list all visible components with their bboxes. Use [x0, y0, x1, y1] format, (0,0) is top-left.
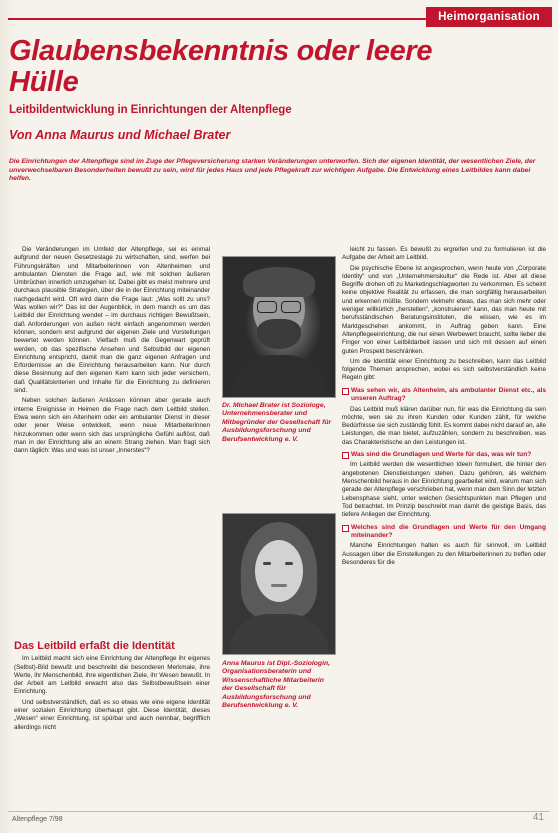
article-authors: Von Anna Maurus und Michael Brater: [9, 128, 231, 142]
question-heading: Was sind die Grundlagen und Werte für das, was wir tun?: [342, 451, 546, 459]
portrait-photo-michael-brater: [222, 256, 336, 398]
paragraph: leicht zu fassen. Es bewußt zu ergreifen und zu formulieren ist die Aufgabe der Arbeit am Leitbild.: [342, 246, 546, 262]
footer-issue: Altenpflege 7/98: [12, 816, 63, 823]
paragraph: Um die Identität einer Einrichtung zu beschreiben, kann das Leitbild folgende Themen ansprechen, wobei es sich selbstverständlich keine Regeln gibt:: [342, 357, 546, 382]
article-subtitle: Leitbildentwicklung in Einrichtungen der Altenpflege: [9, 104, 292, 116]
column-1-lower: [14, 634, 210, 734]
caption-michael-brater: Dr. Michael Brater ist Soziologe, Unternehmensberater und Mitbegründer der Gesellschaft für Ausbildungsforschung und Berufsentwicklung e. V.: [222, 402, 332, 443]
checkbox-bullet-icon: [342, 452, 349, 459]
paragraph: Und selbstverständlich, daß es so etwas wie eine eigene Identität einer sozialen Einrichtung überhaupt gibt. Diese Identität, dieses „Wesen“ einer Einrichtung, ist spürbar und auch nennbar, begrifflich allerdings nicht: [14, 698, 210, 731]
paragraph: Das Leitbild muß klären darüber nun, für was die Einrichtung da sein möchte, wen sie zu ihren Kunden oder Kunden zählt, für welche Bedürfnisse sie sich zuständig fühlt. Es kommt dabei nicht darauf an, alle Leistungen, die man bietet, aufzuzählen, sondern zu beschreiben, was das Charakteristische an den Leistungen ist.: [342, 405, 546, 446]
question-heading: Welches sind die Grundlagen und Werte für den Umgang miteinander?: [342, 524, 546, 541]
caption-anna-maurus: Anna Maurus ist Dipl.-Soziologin, Organisationsberaterin und Wissenschaftliche Mitarbeiterin der Gesellschaft für Ausbildungsforschung und Berufsentwicklung e. V.: [222, 660, 330, 710]
question-heading: Was sehen wir, als Altenheim, als ambulanter Dienst etc., als unseren Auftrag?: [342, 387, 546, 404]
paragraph: Im Leitbild macht sich eine Einrichtung der Altenpflege ihr eigenes (Selbst)-Bild bewußt und beschreibt die besonderen Merkmale, ihre Werte, ihr Menschenbild, ihre eigentlichen Ziele, ihr Wesen bewußt. In der Arbeit am Leitbild erwacht also das Selbstbewußtsein einer Einrichtung.: [14, 655, 210, 696]
paragraph: Neben solchen äußeren Anlässen können aber gerade auch interne Ereignisse in Heimen die Frage nach dem Leitbild stellen. Etwa wenn sich ein Altenheim oder ein ambulanter Dienst in dieser oder jener Weise entwickelt, wenn neue Mitarbeiterinnen hinzukommen oder wenn sich das ursprüngliche Gefühl auflöst, daß man in der Einrichtung alle an einem Strang ziehen. Man fragt sich dann täglich: Was und was ist unser „Innerstes“?: [14, 397, 210, 455]
checkbox-bullet-icon: [342, 388, 349, 395]
article-lead: Die Einrichtungen der Altenpflege sind im Zuge der Pflegeversicherung starken Veränderungen unterworfen. Sich der eigenen Identität, der wesentlichen Ziele, der unverwechselbaren Besonderheiten bewußt zu sein, wird für jedes Haus und jede Pflegekraft zur wichtigen Aufgabe. Die Entwicklung eines Leitbildes kann dabei helfen.: [9, 158, 536, 183]
column-1: [14, 246, 210, 457]
article-title: Glaubensbekenntnis oder leere Hülle: [9, 35, 433, 98]
section-heading: Das Leitbild erfaßt die Identität: [14, 640, 175, 652]
column-3: [342, 246, 546, 569]
paragraph: Die psychische Ebene ist angesprochen, wenn heute von „Corporate Identity“ und von „Unternehmenskultur“ die Rede ist. Aber all diese Begriffe drohen oft zu Marketingschlagworten zu verkommen. Es scheint keine objektive Realität zu erfassen, die man sorgfältig herausarbeiten und erkennen müßte. Sondern vielmehr etwas, das man sich mehr oder weniger willkürlich „herstellen“, „konstruieren“ kann, das man heute mit berufsständischen Beratungsinstituten, die wissen, wie es im Marktgeschehen ankommt, in Auftrag geben kann. Eine Altenpflegeeinrichtung, die nur einen Werbewert braucht, sollte lieber die Finger von einer Leitbildarbeit lassen und sich mit dessen auf einen guten Prospekt beschränken.: [342, 264, 546, 355]
paragraph: Manche Einrichtungen halten es auch für sinnvoll, im Leitbild Aussagen über die Einstellungen zu den Mitarbeiterinnen zu treffen oder Besonderes für die: [342, 542, 546, 566]
portrait-photo-anna-maurus: [222, 513, 336, 655]
section-tag: Heimorganisation: [426, 7, 552, 27]
checkbox-bullet-icon: [342, 525, 349, 532]
footer-rule: [8, 811, 550, 812]
paragraph: Im Leitbild werden die wesentlichen Ideen formuliert, die hinter den angebotenen Dienstleistungen stehen. Dazu gehören, als welchem Menschenbild heraus in der Einrichtung gearbeitet wird, warum man sich gerade der Altenpflege verschrieben hat, wenn man dem Sinn der letzten Lebensphase sieht, unter welchen Gesichtspunkten man Pflegen und Tod betrachtet. Im Prinzip beschreibt man damit die geistige Basis, das tiefere Anliegen der Einrichtung.: [342, 461, 546, 519]
page-number: 41: [532, 812, 544, 823]
paragraph: Die Veränderungen im Umfeld der Altenpflege, sei es einmal aufgrund der neuen Gesetzeslage zu wirtschaften, sind, werfen bei Führungskräften und Mitarbeiterinnen von Altenheimen und ambulanten Diensten die Frage auf, wie mit solchen äußeren Umbrüchen innerlich umzugehen ist. Dabei gibt es meist mehrere und durchaus plausible Strategien, über die in der Einrichtung miteinander nachgedacht wird. Oft wird dann die Frage laut: „Was sollt zu uns? Was wollen wir?“ Das ist der Augenblick, in dem manch es um das Leitbild der Einrichtung wendet – im durchaus richtigen Bewußtsein, daß Anforderungen von außen nicht einfach angenommen werden können, sondern erst aufgrund der eigenen Ziele und Vorstellungen bewertet werden können. Vielfach muß die Gegenwart geprüft werden, ob das spezifische Ansehen und Selbstbild der eigenen Einrichtung entspricht, damit man die ganz eigenen Anfragen und Erfordernisse an die Einrichtung herausarbeiten kann. Nur durch diese Besinnung auf den eigenen Kern kann sich jeder versichern, daß Qualitätskriterien und Inhalte für die Einrichtung zu definieren sind.: [14, 246, 210, 395]
